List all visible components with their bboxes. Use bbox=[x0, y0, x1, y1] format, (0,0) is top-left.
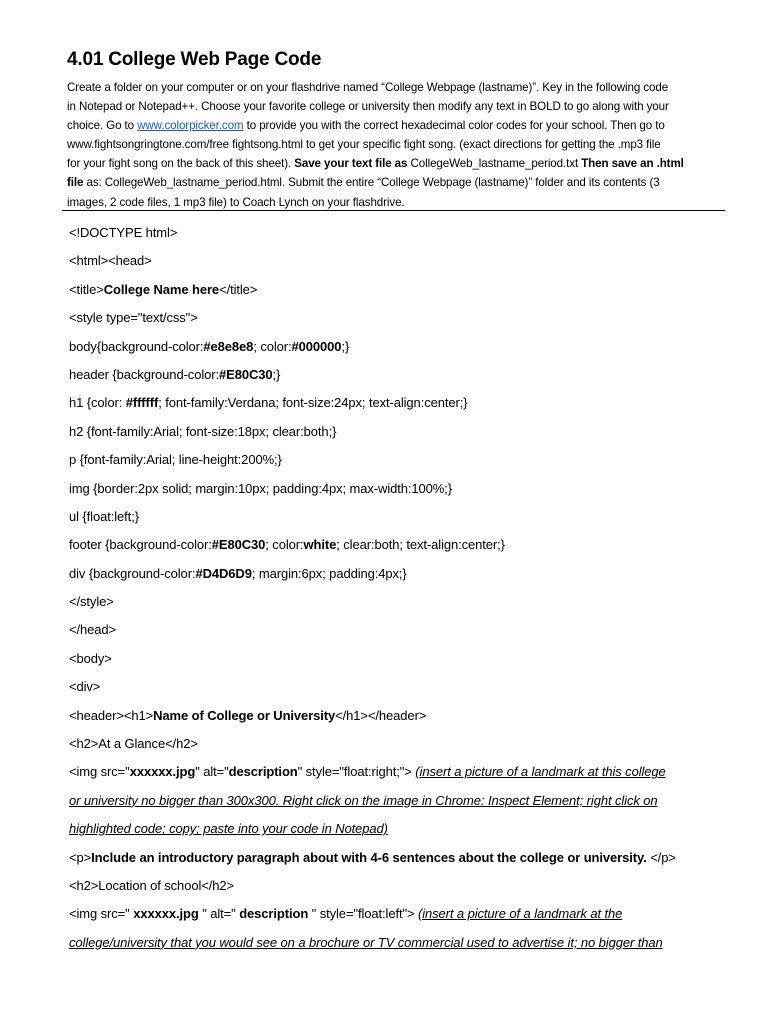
text-segment: " style="float:right;"> bbox=[297, 764, 416, 780]
document-header bbox=[67, 48, 727, 212]
text-segment: <h2>Location of school</h2> bbox=[69, 877, 234, 893]
instruction-line bbox=[67, 154, 727, 173]
code-line bbox=[69, 678, 729, 706]
text-segment: </head> bbox=[69, 622, 117, 638]
code-line bbox=[69, 849, 729, 877]
text-segment: " alt=" bbox=[195, 764, 229, 780]
code-line bbox=[69, 792, 729, 820]
page-title: 4.01 College Web Page Code bbox=[67, 49, 322, 70]
editable-bold-text: #E80C30 bbox=[211, 537, 266, 553]
editable-bold-text: #000000 bbox=[291, 338, 342, 354]
text-segment: footer {background-color: bbox=[69, 537, 212, 553]
code-line bbox=[69, 934, 729, 962]
text-segment: <div> bbox=[69, 679, 101, 695]
text-segment: www.fightsongringtone.com/free fightsong.html to get your specific fight song. (exact directions for getting the .mp3 file bbox=[67, 138, 661, 152]
code-line bbox=[69, 394, 729, 422]
text-segment: ;} bbox=[341, 338, 350, 354]
text-segment: ul {float:left;} bbox=[69, 508, 139, 524]
text-segment: for your fight song on the back of this sheet). bbox=[67, 157, 295, 171]
text-segment: </p> bbox=[650, 849, 676, 865]
text-segment: ; color: bbox=[265, 537, 304, 553]
text-segment: ; color: bbox=[253, 338, 292, 354]
instruction-line bbox=[67, 193, 727, 212]
code-line bbox=[69, 224, 729, 252]
text-segment: ; clear:both; text-align:center;} bbox=[336, 537, 505, 553]
text-segment: as: CollegeWeb_lastname_period.html. Submit the entire “College Webpage (lastname)” folder and its contents (3 bbox=[83, 176, 660, 190]
code-line bbox=[69, 905, 729, 933]
editable-bold-text: white bbox=[303, 537, 337, 553]
editable-bold-text: #ffffff bbox=[125, 395, 159, 411]
code-line bbox=[69, 621, 729, 649]
text-segment: <p> bbox=[69, 849, 92, 865]
text-segment: h1 {color: bbox=[69, 395, 126, 411]
text-segment: p {font-family:Arial; line-height:200%;} bbox=[69, 452, 282, 468]
text-segment: h2 {font-family:Arial; font-size:18px; clear:both;} bbox=[69, 423, 337, 439]
text-segment: <h2>At a Glance</h2> bbox=[69, 736, 198, 752]
section-divider bbox=[62, 210, 725, 211]
editable-bold-text: #D4D6D9 bbox=[195, 565, 252, 581]
instruction-note: college/university that you would see on a brochure or TV commercial used to advertise it; no bigger than bbox=[69, 934, 663, 950]
text-segment: <!DOCTYPE html> bbox=[69, 225, 178, 240]
code-line bbox=[69, 735, 729, 763]
editable-bold-text: file bbox=[67, 176, 84, 190]
text-segment: </h1></header> bbox=[335, 707, 427, 723]
code-line bbox=[69, 650, 729, 678]
text-segment: " alt=" bbox=[198, 906, 240, 922]
text-segment: div {background-color: bbox=[69, 565, 196, 581]
editable-bold-text: College Name here bbox=[103, 281, 220, 297]
code-line bbox=[69, 763, 729, 791]
code-line bbox=[69, 536, 729, 564]
text-segment: </style> bbox=[69, 594, 114, 610]
code-line bbox=[69, 565, 729, 593]
code-line bbox=[69, 820, 729, 848]
text-segment: <style type="text/css"> bbox=[69, 310, 198, 326]
colorpicker-link[interactable]: www.colorpicker.com bbox=[137, 119, 244, 133]
editable-bold-text: description bbox=[239, 906, 309, 922]
instruction-note: (insert a picture of a landmark at this college bbox=[415, 764, 666, 780]
instruction-line bbox=[67, 97, 727, 116]
editable-bold-text: #E80C30 bbox=[219, 366, 273, 382]
text-segment: </title> bbox=[219, 281, 258, 297]
text-segment: " style="float:left"> bbox=[308, 906, 418, 922]
editable-bold-text: xxxxxx.jpg bbox=[133, 906, 199, 922]
code-line bbox=[69, 480, 729, 508]
text-segment: <body> bbox=[69, 650, 112, 666]
editable-bold-text: description bbox=[228, 764, 298, 780]
code-line bbox=[69, 309, 729, 337]
text-segment: to provide you with the correct hexadecimal color codes for your school. Then go to bbox=[243, 119, 665, 133]
code-line bbox=[69, 877, 729, 905]
code-line bbox=[69, 281, 729, 309]
editable-bold-text: Save your text file as bbox=[294, 157, 408, 171]
text-segment: body{background-color: bbox=[69, 338, 204, 354]
text-segment: <img src=" bbox=[69, 906, 134, 922]
text-segment: ; font-family:Verdana; font-size:24px; text-align:center;} bbox=[158, 395, 468, 411]
text-segment: img {border:2px solid; margin:10px; padding:4px; max-width:100%;} bbox=[69, 480, 452, 496]
text-segment: in Notepad or Notepad++. Choose your favorite college or university then modify any text in BOLD to go along with your bbox=[67, 100, 669, 114]
code-line bbox=[69, 423, 729, 451]
text-segment: <title> bbox=[69, 281, 104, 297]
text-segment: header {background-color: bbox=[69, 366, 219, 382]
instruction-note: or university no bigger than 300x300. Right click on the image in Chrome: Inspect Element; right click on bbox=[69, 792, 658, 808]
code-line bbox=[69, 593, 729, 621]
text-segment: <img src=" bbox=[69, 764, 130, 780]
code-line bbox=[69, 451, 729, 479]
text-segment: CollegeWeb_lastname_period.txt bbox=[407, 157, 582, 171]
text-segment: ;} bbox=[272, 366, 281, 382]
editable-bold-text: Name of College or University bbox=[153, 707, 336, 723]
instruction-line bbox=[67, 116, 727, 135]
text-segment: <header><h1> bbox=[69, 707, 154, 723]
text-segment: Create a folder on your computer or on your flashdrive named “College Webpage (lastname)”. Key in the following code bbox=[67, 81, 669, 94]
code-line bbox=[69, 508, 729, 536]
code-line bbox=[69, 707, 729, 735]
instruction-line bbox=[67, 78, 727, 97]
instructions-paragraph bbox=[67, 78, 727, 212]
code-line bbox=[69, 252, 729, 280]
editable-bold-text: xxxxxx.jpg bbox=[129, 764, 196, 780]
text-segment: choice. Go to bbox=[67, 119, 138, 133]
code-line bbox=[69, 366, 729, 394]
instruction-note: (insert a picture of a landmark at the bbox=[418, 906, 623, 922]
text-segment: ; margin:6px; padding:4px;} bbox=[251, 565, 407, 581]
code-line bbox=[69, 338, 729, 366]
editable-bold-text: Include an introductory paragraph about with 4-6 sentences about the college or university. bbox=[91, 849, 651, 865]
editable-bold-text: #e8e8e8 bbox=[203, 338, 254, 354]
text-segment: <html><head> bbox=[69, 253, 152, 269]
instruction-line bbox=[67, 135, 727, 154]
text-segment: images, 2 code files, 1 mp3 file) to Coach Lynch on your flashdrive. bbox=[67, 195, 405, 209]
instruction-note: highlighted code; copy; paste into your code in Notepad) bbox=[69, 821, 388, 837]
editable-bold-text: Then save an .html bbox=[581, 157, 684, 171]
instruction-line bbox=[67, 173, 727, 192]
code-listing bbox=[69, 224, 729, 962]
